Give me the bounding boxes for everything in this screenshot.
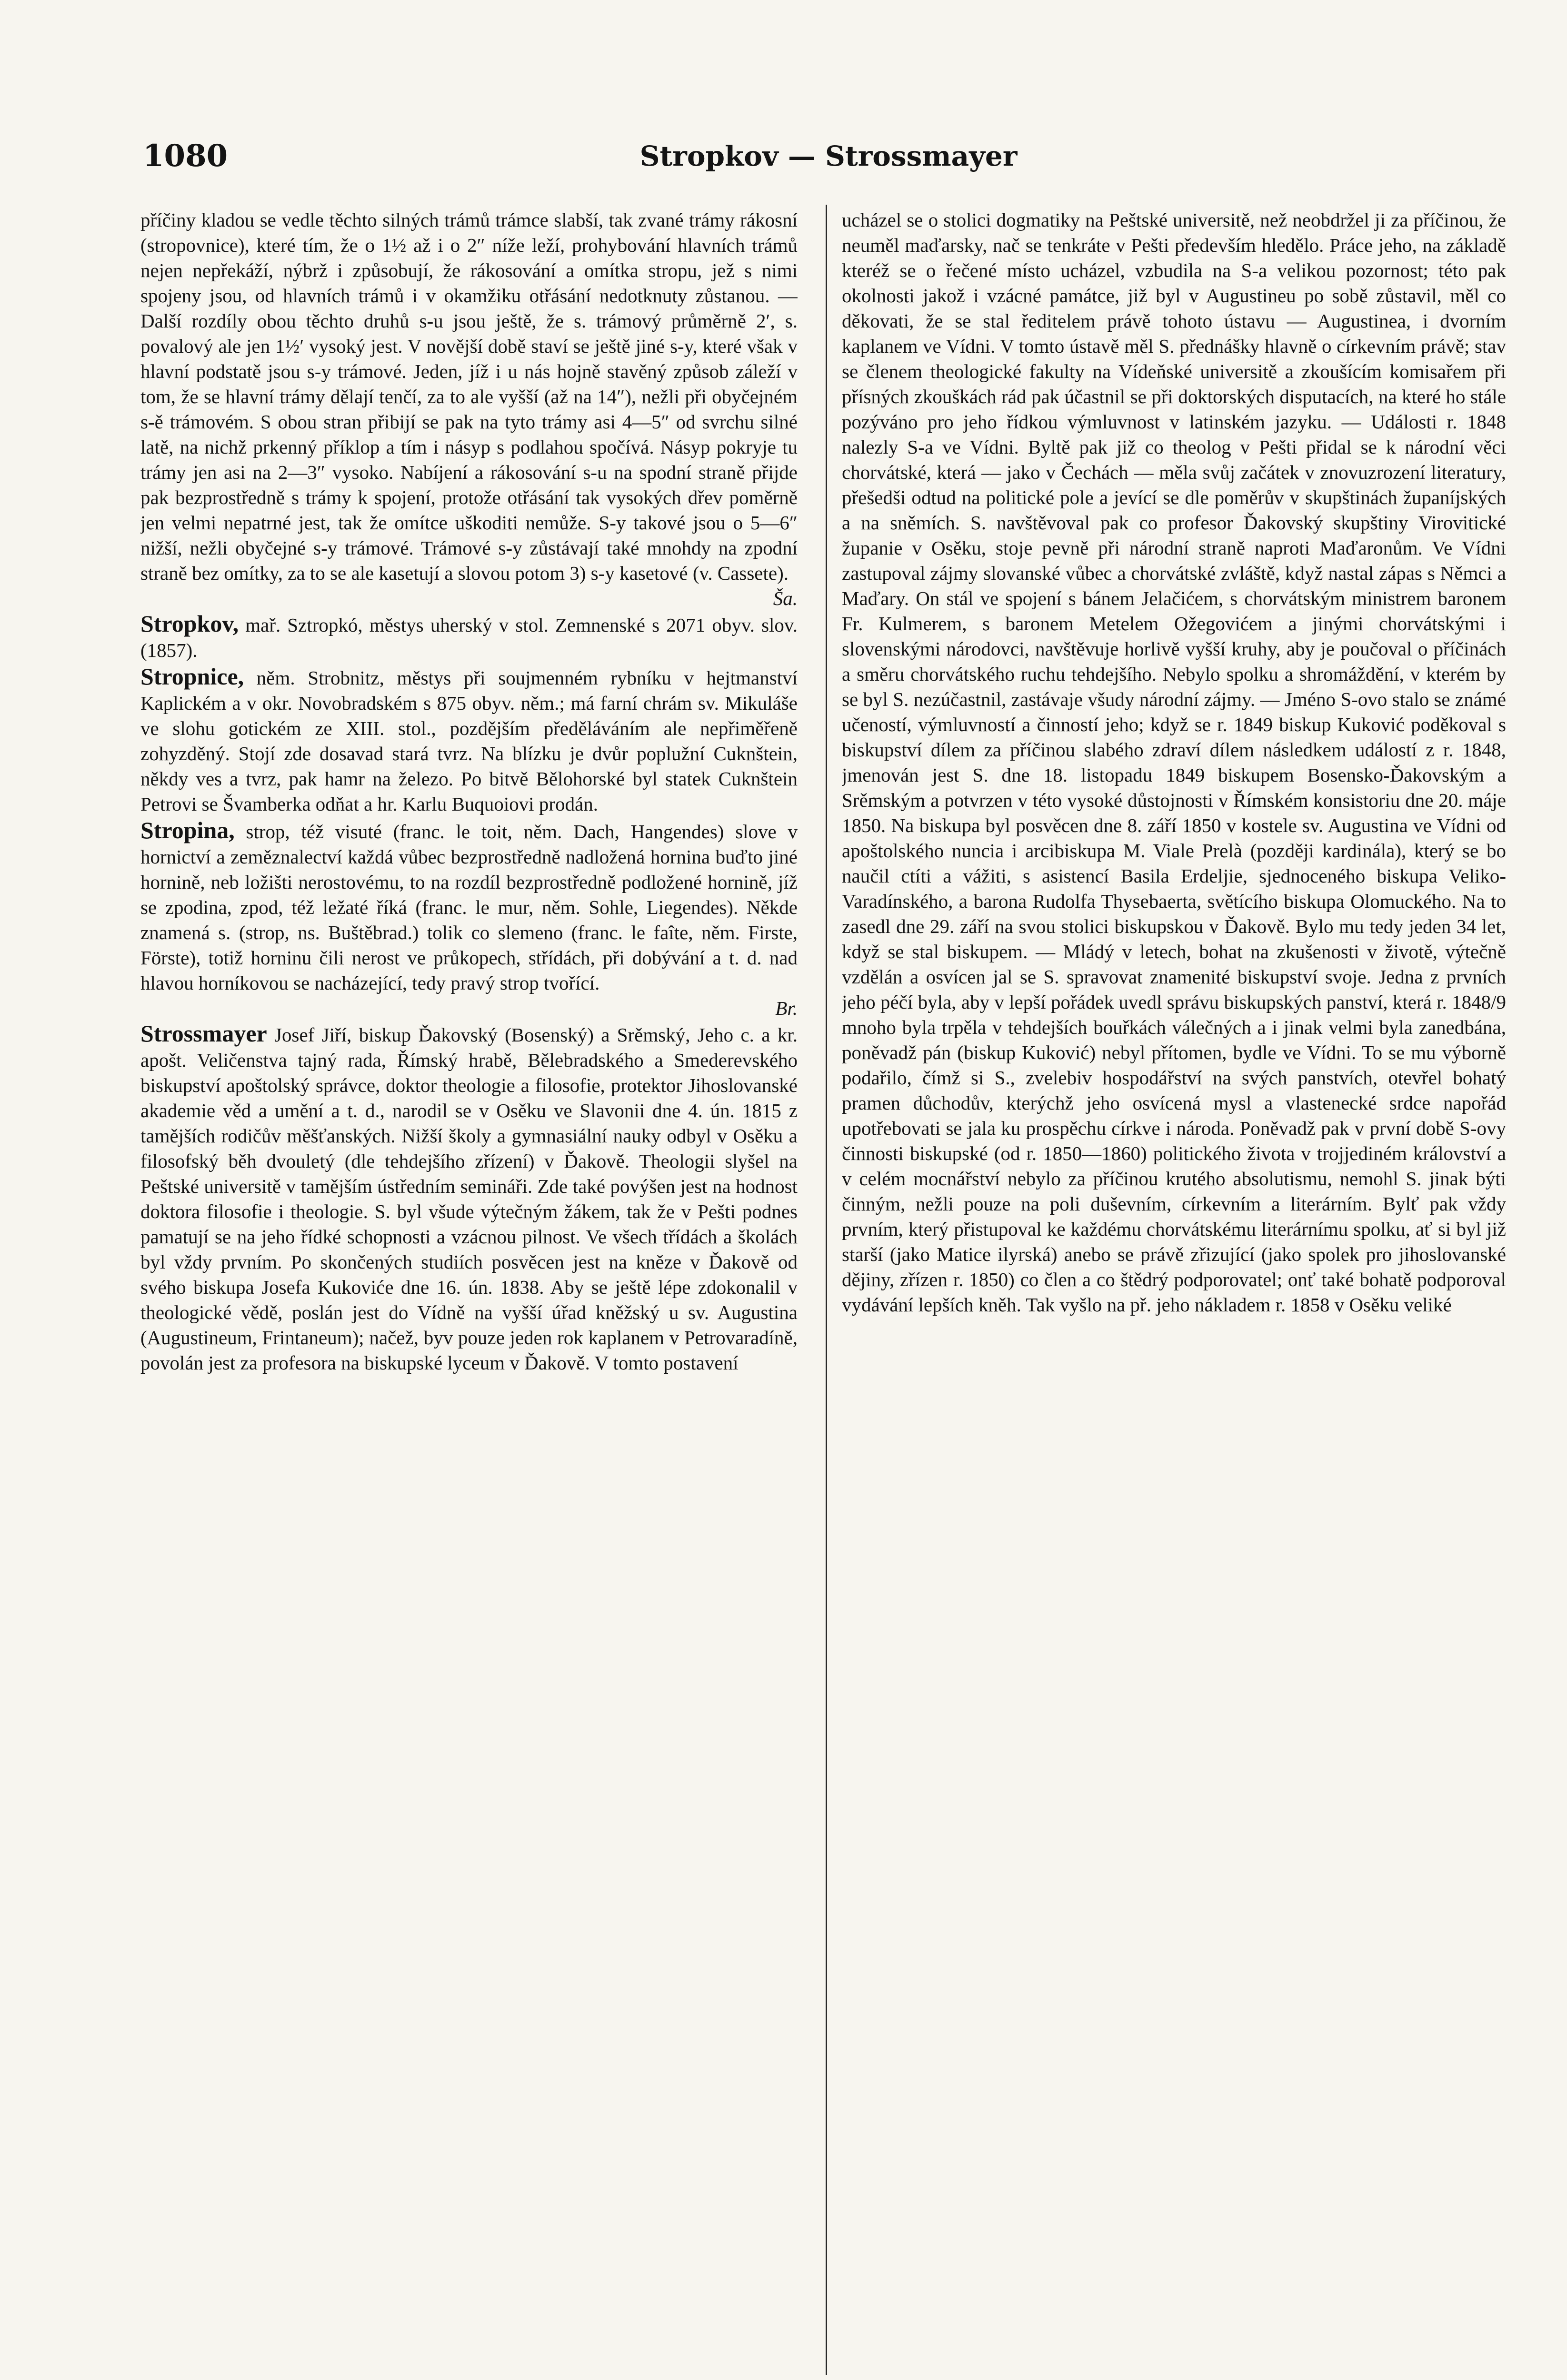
entry-stropina (140, 818, 798, 996)
entry-stropkov (140, 611, 798, 663)
strossmayer-continuation-paragraph: ucházel se o stolici dogmatiky na Peštské universitě, než neobdržel ji za příčinou, že neuměl maďarsky, nač se tenkráte v Pešti především hledělo. Práce jeho, na základě kteréž se o řečené místo ucházel, vzbudila na S-a velikou pozornost; této pak okolnosti jakož i vzácné památce, již byl v Augustineu po sobě zůstavil, měl co děkovati, že se stal ředitelem právě tohoto ústavu — Augustinea, i dvorním kaplanem ve Vídni. V tomto ústavě měl S. přednášky hlavně o církevním právě; stav se členem theologické fakulty na Vídeňské universitě a zkoušícím komisařem při přísných zkouškách rád pak účastnil se při doktorských disputacích, na které ho stále pozýváno pro jeho řídkou výmluvnost v latinském jazyku. — Události r. 1848 nalezly S-a ve Vídni. Byltě pak již co theolog v Pešti přidal se k národní věci chorvátské, která — jako v Čechách — měla svůj začátek v znovuzrození literatury, přešedši odtud na politické pole a jevící se dle poměrův v skupštinách županíjských a na sněmích. S. navštěvoval pak co profesor Ďakovský skupštiny Virovitické županie v Osěku, stoje pevně při národní straně naproti Maďaronům. Ve Vídni zastupoval zájmy slovanské vůbec a chorvátské zvláště, když nastal zápas s Němci a Maďary. On stál ve spojení s bánem Jelačićem, s chorvátským ministrem baronem Fr. Kulmerem, s baronem Metelem Ožegovićem a jinými chorvátskými i slovenskými národovci, navštěvuje horlivě vyšší kruhy, aby je poučoval o příčinách a směru chorvátského ruchu tehdejšího. Nebylo spolku a shromáždění, v kterém by se byl S. nezúčastnil, zastávaje všudy národní zájmy. — Jméno S-ovo stalo se známé učeností, výmluvností a činností jeho; když se r. 1849 biskup Kuković poděkoval s biskupství dílem za příčinou slabého zdraví dílem následkem událostí z r. 1848, jmenován jest S. dne 18. listopadu 1849 biskupem Bosensko-Ďakovským a Srěmským a potvrzen v této vysoké důstojnosti v Římském konsistoriu dne 20. máje 1850. Na biskupa byl posvěcen dne 8. září 1850 v kostele sv. Augustina ve Vídni od apoštolského nuncia i arcibiskupa M. Viale Prelà (později kardinála), který se bo naučil ctíti a vážiti, s asistencí Basila Erdeljie, sjednoceného biskupa Veliko-Varadínského, a barona Rudolfa Thysebaerta, světícího biskupa Olomuckého. Na to zasedl dne 29. září na svou stolici biskupskou v Ďakově. Bylo mu tedy jeden 34 let, když se stal biskupem. — Mládý v letech, bohat na zkušenosti v životě, výtečně vzdělán a osvícen jal se S. spravovat znamenité biskupství svoje. Jedna z prvních jeho péčí byla, aby v lepší pořádek uvedl správu biskupských panství, která r. 1848/9 mnoho byla trpěla v tehdejších bouřkách válečných a i jinak velmi byla zanedbána, poněvadž pán (biskup Kuković) nebyl přítomen, bydle ve Vídni. To se mu výborně podařilo, čímž si S., zvelebiv hospodářství na svých panstvích, otevřel bohatý pramen důchodův, kterýchž jeho osvícená mysl a vlastenecké srdce napořád upotřebovati se jala ku prospěchu církve i národa. Poněvadž pak v první době S-ovy činnosti biskupské (od r. 1850—1860) politického života v trojjediném království a v celém mocnářství nebylo za příčinou krutého absolutismu, nemohl S. jinak býti činným, nežli pouze na poli duševním, církevním a literárním. Bylť pak vždy prvním, který přistupoval ke každému chorvátskému literárnímu spolku, ať si byl již starší (jako Matice ilyrská) anebo se právě zřizující (jako spolek pro jihoslovanské dějiny, zřízen r. 1850) co člen a co štědrý podporovatel; onť také bohatě podporoval vydávání lepších kněh. Tak vyšlo na př. jeho nákladem r. 1858 v Osěku veliké (842, 209, 1506, 1316)
page-number: 1080 (143, 138, 228, 174)
headword-stropkov: Stropkov, (140, 610, 239, 637)
headword-stropina: Stropina, (140, 817, 235, 843)
right-column (842, 208, 1506, 2373)
entry-strossmayer (140, 1021, 798, 1376)
column-divider (826, 205, 827, 2375)
page-header (143, 138, 1514, 176)
running-head: Stropkov — Strossmayer (639, 140, 1018, 172)
author-signature: Br. (775, 997, 798, 1019)
left-column (140, 208, 798, 2373)
entry-text: něm. Strobnitz, městys při soujmenném rybníku v hejtmanství Kaplickém a v okr. Novobradském s 875 obyv. něm.; má farní chrám sv. Mikuláše ve slohu gotickém ze XIII. stol., pozdějším předěláváním ale nepřiměřeně zohyzděný. Stojí zde dosavad stará tvrz. Na blízku je dvůr poplužní Cuknštein, někdy ves a tvrz, pak hamr na železo. Po bitvě Bělohorské byl statek Cuknštein Petrovi se Švamberka odňat a hr. Karlu Buquoiovi prodán. (140, 667, 798, 815)
headword-strossmayer: Strossmayer (140, 1020, 267, 1047)
entry-text: mař. Sztropkó, městys uherský v stol. Zemnenské s 2071 obyv. slov. (1857). (140, 614, 798, 661)
entry-text: strop, též visuté (franc. le toit, něm. Dach, Hangendes) slove v hornictví a zeměznalectví každá vůbec bezprostředně nadložená hornina buďto jiné hornině, neb ložišti nerostovému, to na rozdíl bezprostředně podložené hornině, jíž se zpodina, zpod, též ležaté říká (franc. le mur, něm. Sohle, Liegendes). Někde znamená s. (strop, ns. Buštěbrad.) tolik co slemeno (franc. le faîte, něm. Firste, Förste), totiž horninu čili nerost ve průkopech, střídách, při dobývání a t. d. nad hlavou horníkovou se nacházející, tedy pravý strop tvořící. (140, 821, 798, 994)
author-signature: Ša. (773, 587, 798, 609)
entry-stropnice (140, 664, 798, 817)
strop-continuation-paragraph: příčiny kladou se vedle těchto silných trámů trámce slabší, tak zvané trámy rákosní (stropovnice), které tím, že o 1½ až i o 2″ níže leží, prohybování hlavních trámů nejen nepřekáží, nýbrž i způsobují, že rákosování a omítka stropu, jež s nimi spojeny jsou, od hlavních trámů i v okamžiku otřásání nedotknuty zůstanou. — Další rozdíly obou těchto druhů s-u jsou ještě, že s. trámový průměrně 2′, s. povalový ale jen 1½′ vysoký jest. V novější době staví se ještě jiné s-y, které však v hlavní podstatě jsou s-y trámové. Jeden, jíž i u nás hojně stavěný způsob záleží v tom, že se hlavní trámy dělají tenčí, za to ale vyšší (až na 14″), nežli při obyčejném s-ě trámovém. S obou stran přibijí se pak na tyto trámy asi 4—5″ od svrchu silné latě, na nichž prkenný příklop a tím i násyp s podlahou spočívá. Násyp pokryje tu trámy jen asi na 2—3″ vysoko. Nabíjení a rákosování s-u na spodní straně přijde pak bezprostředně s trámy k spojení, protože otřásání tak vysokých dřev poměrně jen velmi nepatrné jest, tak že omítce uškoditi nemůže. S-y takové jsou o 5—6″ nižší, nežli obyčejné s-y trámové. Trámové s-y zůstávají také mnohdy na zpodní straně bez omítky, za to se ale kasetují a slovou potom 3) s-y kasetové (v. Cassete). (140, 209, 798, 584)
entry-text: Josef Jiří, biskup Ďakovský (Bosenský) a Srěmský, Jeho c. a kr. apošt. Veličenstva tajný rada, Římský hrabě, Bělebradského a Smederevského biskupství apoštolský správce, doktor theologie a filosofie, protektor Jihoslovanské akademie věd a umění a t. d., narodil se v Osěku ve Slavonii dne 4. ún. 1815 z tamějších rodičův měšťanských. Nižší školy a gymnasiální nauky odbyl v Osěku a filosofský běh dvouletý (dle tehdejšího zřízení) v Ďakově. Theologii slyšel na Peštské universitě v tamějším ústředním semináři. Zde také povýšen jest na hodnost doktora filosofie i theologie. S. byl všude výtečným žákem, tak že v Pešti podnes pamatují se na jeho řídké schopnosti a vzácnou pilnost. Ve všech třídách a školách byl vždy prvním. Po skončených studiích posvěcen jest na kněze v Ďakově od svého biskupa Josefa Kukoviće dne 16. ún. 1838. Aby se ještě lépe zdokonalil v theologické vědě, poslán jest do Vídně na vyšší úřad kněžský u sv. Augustina (Augustineum, Frintaneum); načež, byv pouze jeden rok kaplanem v Petrovaradíně, povolán jest za profesora na biskupské lyceum v Ďakově. V tomto postavení (140, 1024, 798, 1374)
headword-stropnice: Stropnice, (140, 663, 244, 690)
